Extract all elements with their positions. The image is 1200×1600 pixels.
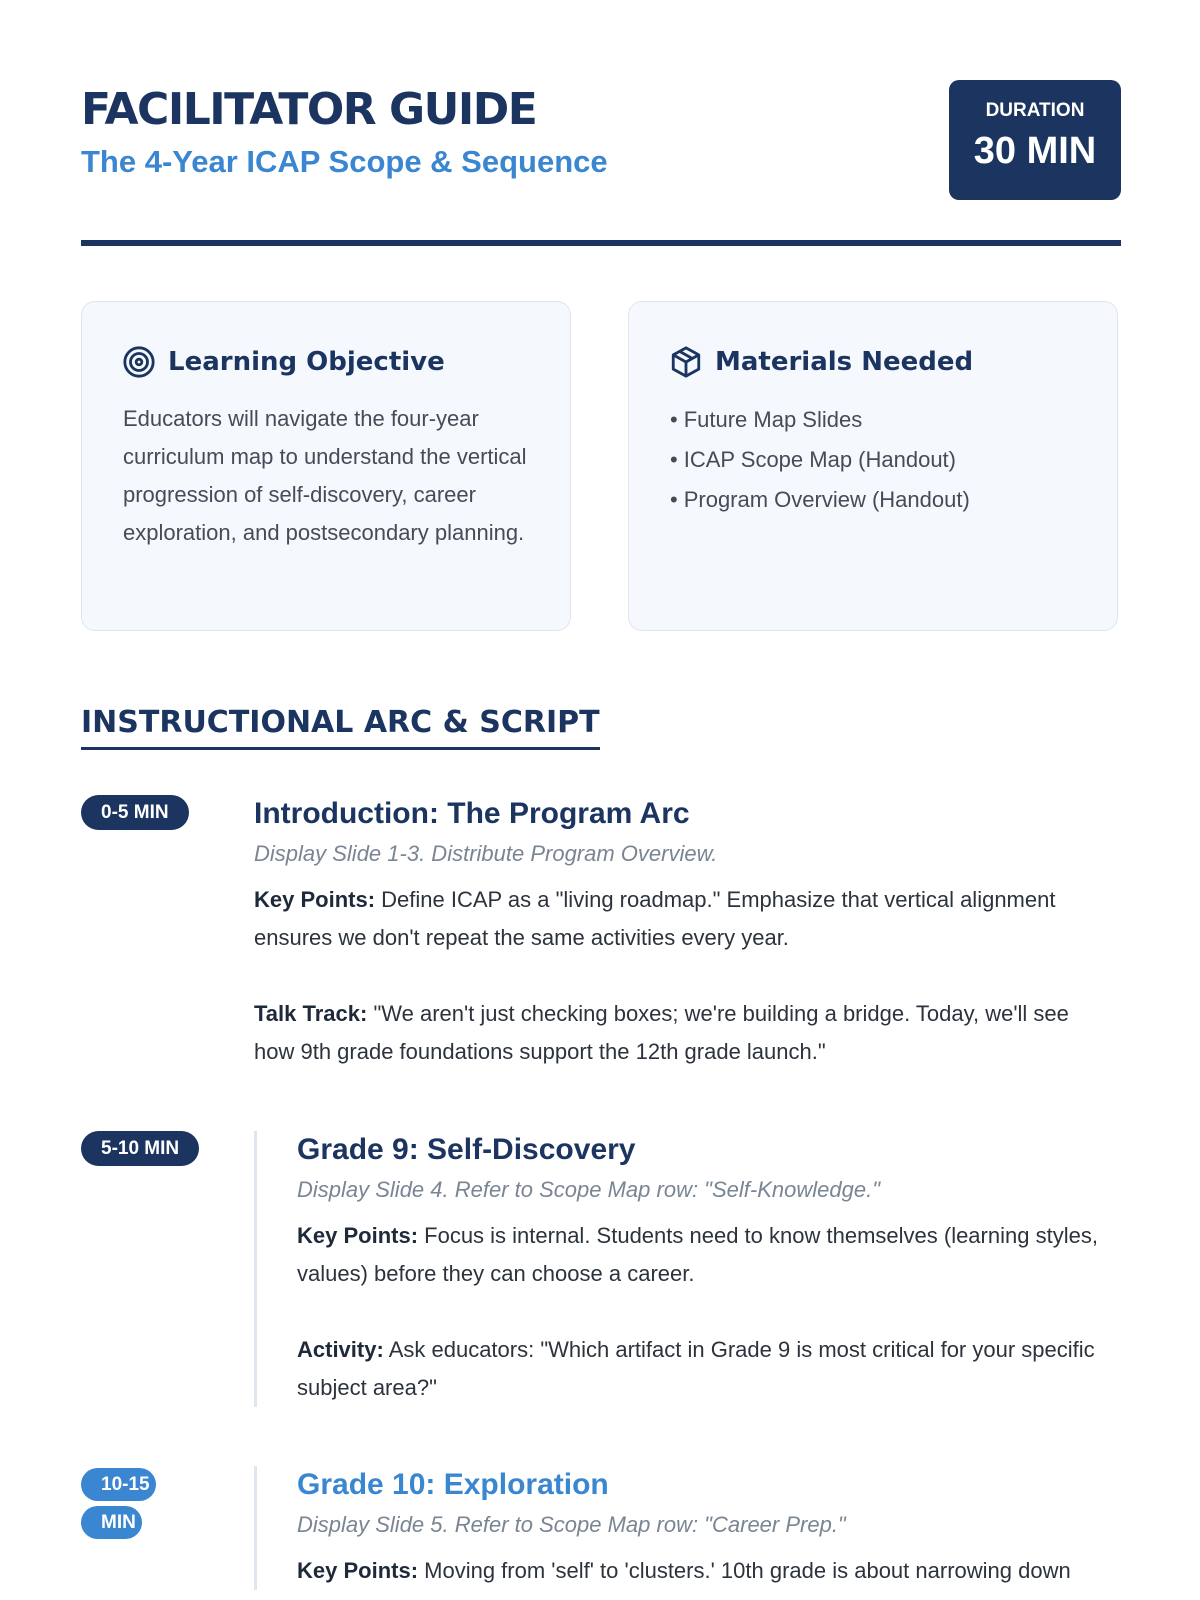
- page-subtitle: The 4-Year ICAP Scope & Sequence: [81, 144, 608, 179]
- timeline-content: [254, 1466, 1117, 1590]
- timeline-content: [254, 1131, 1117, 1407]
- activity: Activity: Ask educators: "Which artifact in Grade 9 is most critical for your specific subject area?": [297, 1337, 1095, 1400]
- timeline-title: Grade 9: Self-Discovery: [297, 1133, 636, 1166]
- learning-objective-text: Educators will navigate the four-year curriculum map to understand the vertical progression of self-discovery, career exploration, and postsecondary planning.: [123, 406, 527, 545]
- time-badge: 10-15 MIN: [81, 1466, 159, 1542]
- list-item: • Program Overview (Handout): [670, 487, 970, 512]
- header: [81, 80, 1121, 210]
- learning-objective-header: [122, 344, 445, 380]
- timeline-direction: Display Slide 1-3. Distribute Program Overview.: [254, 841, 718, 866]
- page-title: FACILITATOR GUIDE: [81, 84, 537, 135]
- time-badge: 5-10 MIN: [81, 1131, 199, 1166]
- key-points: Key Points: Moving from 'self' to 'clusters.' 10th grade is about narrowing down: [297, 1558, 1071, 1583]
- materials-card: [628, 301, 1118, 631]
- section-title: INSTRUCTIONAL ARC & SCRIPT: [81, 703, 600, 750]
- timeline-direction: Display Slide 4. Refer to Scope Map row: "Self-Knowledge.": [297, 1177, 881, 1202]
- header-divider: [81, 240, 1121, 246]
- time-badge: 0-5 MIN: [81, 795, 189, 830]
- learning-objective-title: Learning Objective: [168, 347, 445, 377]
- talk-track: Talk Track: "We aren't just checking boxes; we're building a bridge. Today, we'll see how 9th grade foundations support the 12th grade launch.": [254, 1001, 1069, 1064]
- key-points: Key Points: Define ICAP as a "living roadmap." Emphasize that vertical alignment ensures we don't repeat the same activities every year.: [254, 887, 1056, 950]
- list-item: • Future Map Slides: [670, 407, 863, 432]
- timeline-content: [254, 795, 1114, 1071]
- list-item: • ICAP Scope Map (Handout): [670, 447, 956, 472]
- timeline-title: Introduction: The Program Arc: [254, 797, 690, 830]
- materials-header: [669, 344, 973, 380]
- target-icon: [122, 345, 156, 379]
- key-points: Key Points: Focus is internal. Students need to know themselves (learning styles, values) before they can choose a career.: [297, 1223, 1098, 1286]
- duration-value: 30 MIN: [973, 130, 1097, 172]
- learning-objective-card: [81, 301, 571, 631]
- materials-list: [670, 400, 970, 520]
- materials-title: Materials Needed: [715, 347, 974, 377]
- duration-badge: [949, 80, 1121, 200]
- duration-label: DURATION: [985, 100, 1085, 121]
- timeline-title: Grade 10: Exploration: [297, 1468, 609, 1501]
- box-icon: [669, 345, 703, 379]
- timeline-direction: Display Slide 5. Refer to Scope Map row: "Career Prep.": [297, 1512, 846, 1537]
